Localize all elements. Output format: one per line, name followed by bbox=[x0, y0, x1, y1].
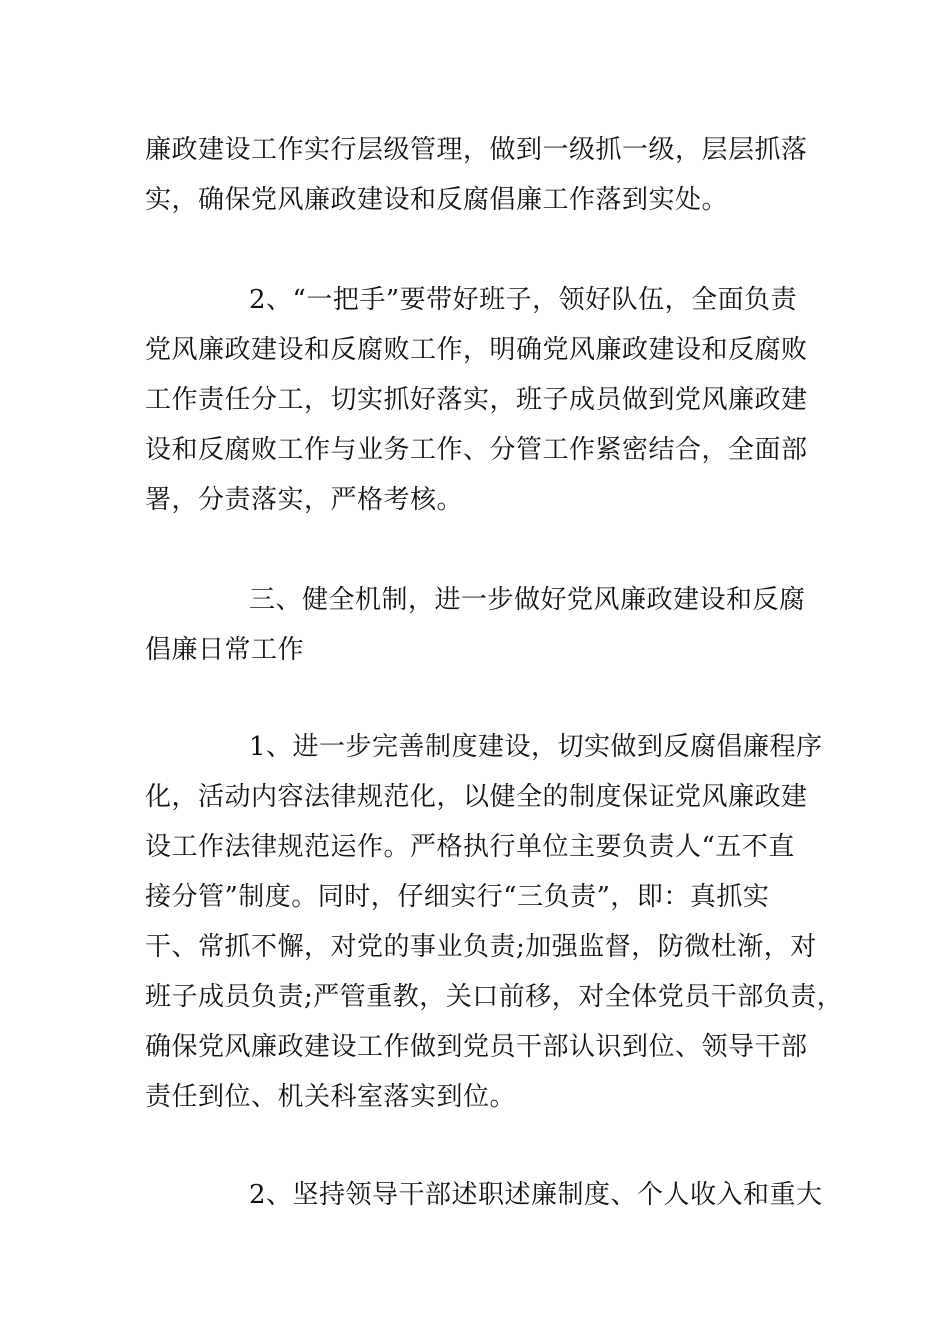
text-line: 确保党风廉政建设工作做到党员干部认识到位、领导干部 bbox=[145, 1032, 808, 1062]
text-line: 化，活动内容法律规范化，以健全的制度保证党风廉政建 bbox=[145, 782, 808, 812]
text-line: 廉政建设工作实行层级管理，做到一级抓一级，层层抓落 bbox=[145, 135, 808, 165]
text-line: 设工作法律规范运作。严格执行单位主要负责人“五不直 bbox=[145, 832, 795, 862]
paragraph-layered-management bbox=[145, 125, 825, 225]
text-line: 1、进一步完善制度建设，切实做到反腐倡廉程序 bbox=[249, 732, 823, 762]
text-line: 党风廉政建设和反腐败工作，明确党风廉政建设和反腐败 bbox=[145, 335, 808, 365]
text-line: 工作责任分工，切实抓好落实，班子成员做到党风廉政建 bbox=[145, 385, 808, 415]
section-heading-mechanism bbox=[145, 575, 825, 675]
paragraph-leader-responsibility bbox=[145, 275, 825, 525]
text-line: 署，分责落实，严格考核。 bbox=[145, 485, 464, 515]
paragraph-reporting-system bbox=[145, 1170, 825, 1220]
heading-line: 倡廉日常工作 bbox=[145, 635, 305, 665]
text-line: 设和反腐败工作与业务工作、分管工作紧密结合，全面部 bbox=[145, 435, 808, 465]
paragraph-system-building bbox=[145, 722, 844, 1122]
text-line: 责任到位、机关科室落实到位。 bbox=[145, 1082, 517, 1112]
text-line: 2、坚持领导干部述职述廉制度、个人收入和重大 bbox=[249, 1180, 823, 1210]
text-line: 2、“一把手”要带好班子，领好队伍，全面负责 bbox=[249, 285, 798, 315]
heading-line: 三、健全机制，进一步做好党风廉政建设和反腐 bbox=[249, 585, 806, 615]
text-line: 干、常抓不懈，对党的事业负责;加强监督，防微杜渐，对 bbox=[145, 932, 817, 962]
text-line: 接分管”制度。同时，仔细实行“三负责”，即：真抓实 bbox=[145, 882, 770, 912]
text-line: 班子成员负责;严管重教，关口前移，对全体党员干部负责， bbox=[145, 982, 844, 1012]
text-line: 实，确保党风廉政建设和反腐倡廉工作落到实处。 bbox=[145, 185, 729, 215]
